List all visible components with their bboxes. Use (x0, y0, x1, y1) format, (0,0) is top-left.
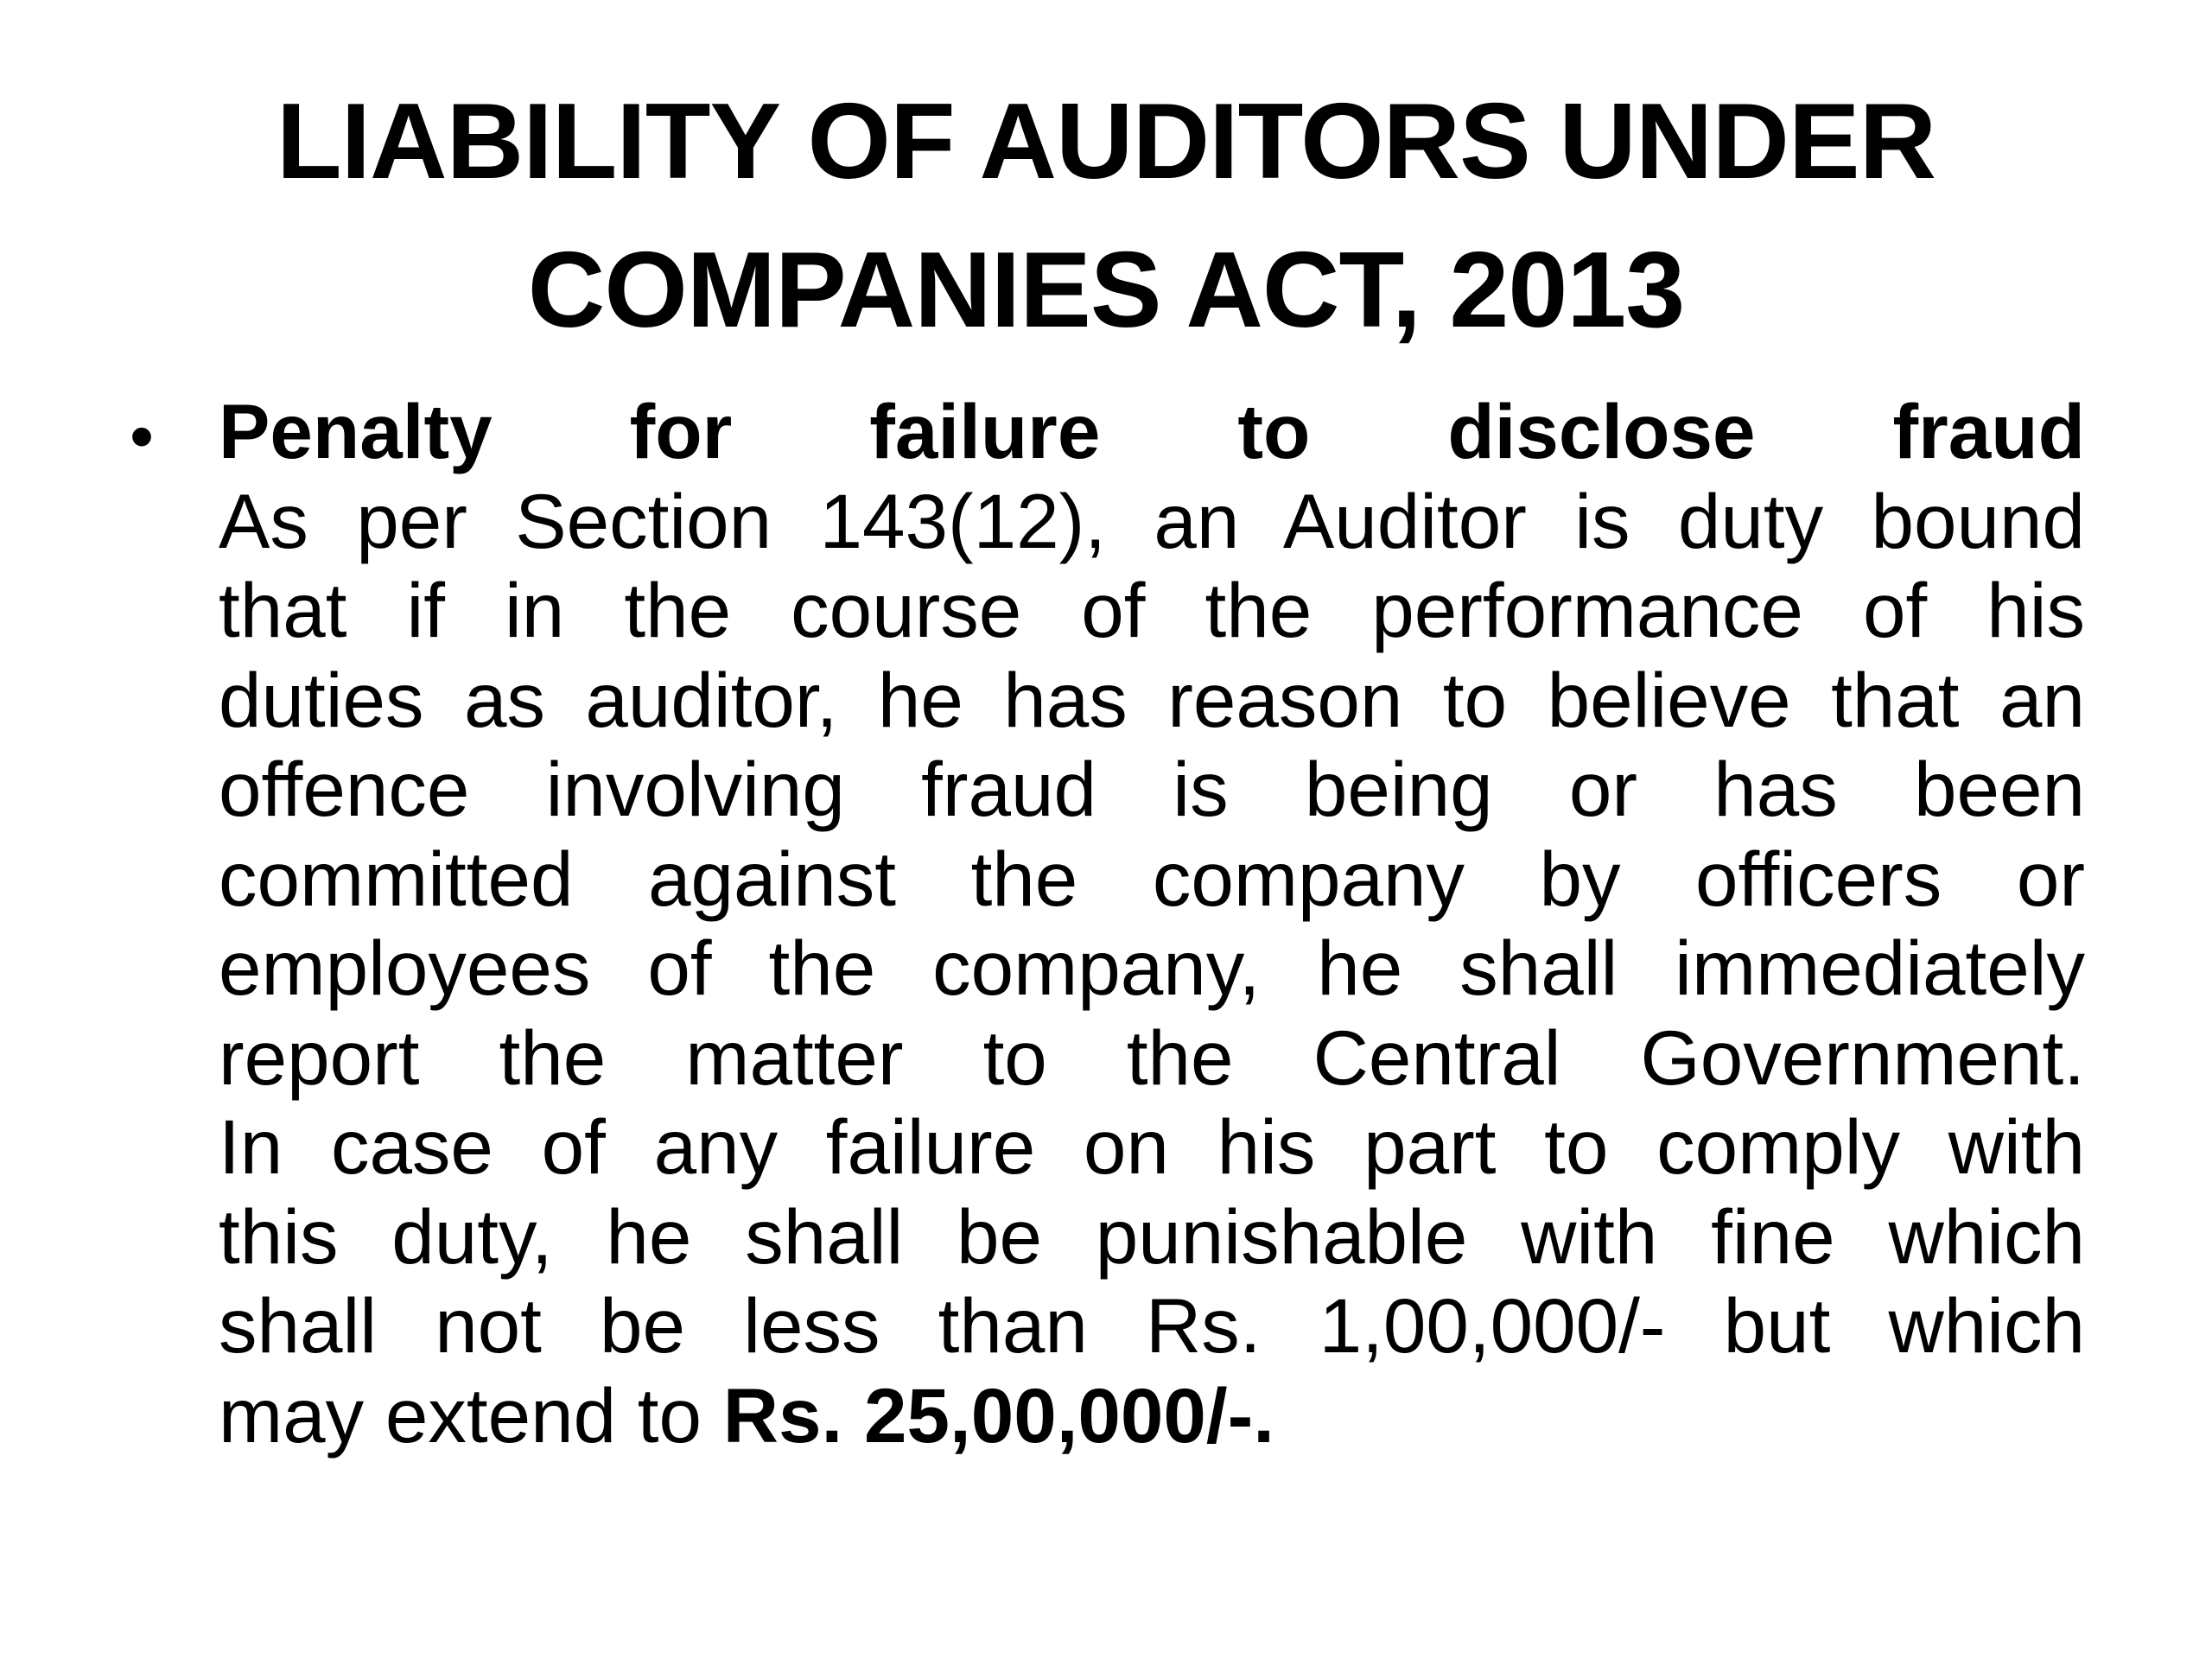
body-line-8: In case of any failure on his part to comply with (219, 1103, 2085, 1190)
bullet-heading: Penalty for failure to disclose fraud (219, 388, 2085, 474)
title-line-1: LIABILITY OF AUDITORS UNDER (276, 82, 1936, 201)
body-line-2: that if in the course of the performance of his (219, 567, 2085, 653)
body-line-9: this duty, he shall be punishable with fine which (219, 1192, 2085, 1280)
body-line-4: offence involving fraud is being or has been (219, 746, 2085, 832)
title-line-2: COMPANIES ACT, 2013 (527, 231, 1685, 350)
bullet-point-icon: • (130, 397, 155, 474)
body-line-7: report the matter to the Central Government. (219, 1014, 2085, 1101)
penalty-amount: Rs. 25,00,000/-. (722, 1371, 1275, 1459)
body-line-11 (219, 1371, 2085, 1461)
body-line-11-text: may extend to (219, 1371, 723, 1459)
body-line-3: duties as auditor, he has reason to believe that an (219, 656, 2085, 743)
body-line-5: committed against the company by officers or (219, 835, 2085, 922)
body-line-1: As per Section 143(12), an Auditor is duty bound (219, 477, 2085, 564)
bullet-body (219, 387, 2085, 1460)
slide-title (173, 67, 2039, 365)
body-line-6: employees of the company, he shall immediately (219, 925, 2085, 1011)
body-line-10: shall not be less than Rs. 1,00,000/- but which (219, 1282, 2085, 1369)
